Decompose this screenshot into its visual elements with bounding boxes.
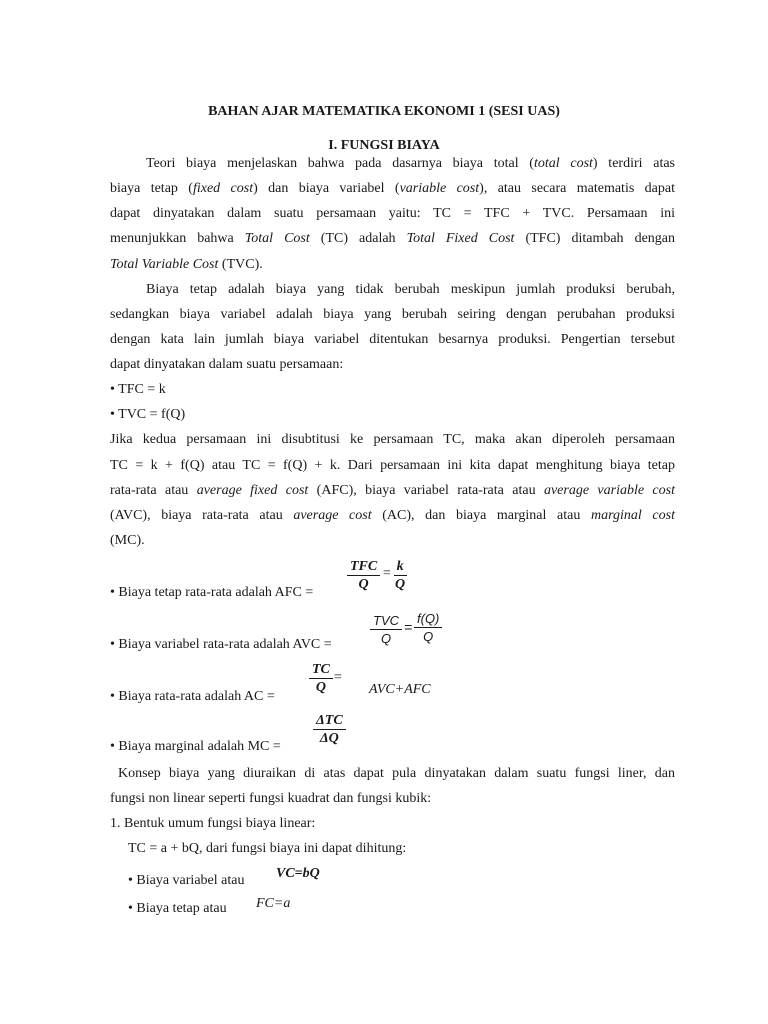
avc-fraction-2: $\frac{f(Q)}{Q}$: [414, 610, 442, 645]
ac-rhs: AVC+AFC: [369, 682, 431, 697]
fc-formula: FC=a: [256, 896, 291, 911]
afc-fraction-1: TFC Q: [347, 558, 380, 593]
paragraph-2-line-1: Biaya tetap adalah biaya yang tidak berubah meskipun jumlah produksi berubah,: [146, 282, 675, 297]
paragraph-2-line-4: dapat dinyatakan dalam suatu persamaan:: [110, 357, 344, 372]
paragraph-3-line-3: rata-rata atau average fixed cost (AFC), biaya variabel rata-rata atau average variable cost: [110, 483, 675, 498]
paragraph-4-line-2: fungsi non linear seperti fungsi kuadrat dan fungsi kubik:: [110, 791, 432, 806]
bullet-tvc: • TVC = f(Q): [110, 407, 186, 422]
ac-label: • Biaya rata-rata adalah AC =: [110, 689, 275, 704]
afc-equals: =: [382, 566, 392, 581]
mc-fraction: ΔTC ΔQ: [313, 712, 346, 747]
paragraph-1-line-4: menunjukkan bahwa Total Cost (TC) adalah Total Fixed Cost (TFC) ditambah dengan: [110, 231, 675, 246]
afc-label: • Biaya tetap rata-rata adalah AFC =: [110, 585, 314, 600]
paragraph-3-line-2: TC = k + f(Q) atau TC = f(Q) + k. Dari persamaan ini kita dapat menghitung biaya tetap: [110, 458, 675, 473]
paragraph-3-line-1: Jika kedua persamaan ini disubtitusi ke persamaan TC, maka akan diperoleh persamaan: [110, 432, 675, 447]
paragraph-3-line-4: (AVC), biaya rata-rata atau average cost (AC), dan biaya marginal atau marginal cost: [110, 508, 675, 523]
paragraph-1-line-5: Total Variable Cost (TVC).: [110, 257, 263, 272]
bullet-tfc: • TFC = k: [110, 382, 166, 397]
mc-label: • Biaya marginal adalah MC =: [110, 739, 281, 754]
vc-label: • Biaya variabel atau: [128, 873, 245, 888]
paragraph-2-line-3: dengan kata lain jumlah biaya variabel ditentukan besarnya produksi. Pengertian tersebut: [110, 332, 675, 347]
section-heading: I. FUNGSI BIAYA: [328, 138, 440, 153]
paragraph-4-line-1: Konsep biaya yang diuraikan di atas dapat pula dinyatakan dalam suatu fungsi liner, dan: [118, 766, 675, 781]
vc-formula: VC=bQ: [276, 866, 320, 881]
paragraph-1-line-1: Teori biaya menjelaskan bahwa pada dasarnya biaya total (total cost) terdiri atas: [146, 156, 675, 171]
paragraph-1-line-3: dapat dinyatakan dalam suatu persamaan yaitu: TC = TFC + TVC. Persamaan ini: [110, 206, 675, 221]
paragraph-1-line-2: biaya tetap (fixed cost) dan biaya variabel (variable cost), atau secara matematis dapat: [110, 181, 675, 196]
list-item-1: 1. Bentuk umum fungsi biaya linear:: [110, 816, 316, 831]
ac-equals: =: [333, 670, 343, 685]
paragraph-2-line-2: sedangkan biaya variabel adalah biaya yang berubah seiring dengan perubahan produksi: [110, 307, 675, 322]
afc-fraction-2: $\frac{k}{Q}$: [395, 559, 406, 592]
avc-equals: =: [404, 619, 413, 635]
avc-label: • Biaya variabel rata-rata adalah AVC =: [110, 637, 332, 652]
paragraph-3-line-5: (MC).: [110, 533, 145, 548]
tc-linear-line: TC = a + bQ, dari fungsi biaya ini dapat dihitung:: [128, 841, 407, 856]
document-title: BAHAN AJAR MATEMATIKA EKONOMI 1 (SESI UAS): [208, 104, 560, 119]
ac-fraction: $\frac{TC}{Q}$: [309, 661, 333, 696]
fc-label: • Biaya tetap atau: [128, 901, 227, 916]
avc-fraction-1: TVC Q: [370, 612, 402, 647]
